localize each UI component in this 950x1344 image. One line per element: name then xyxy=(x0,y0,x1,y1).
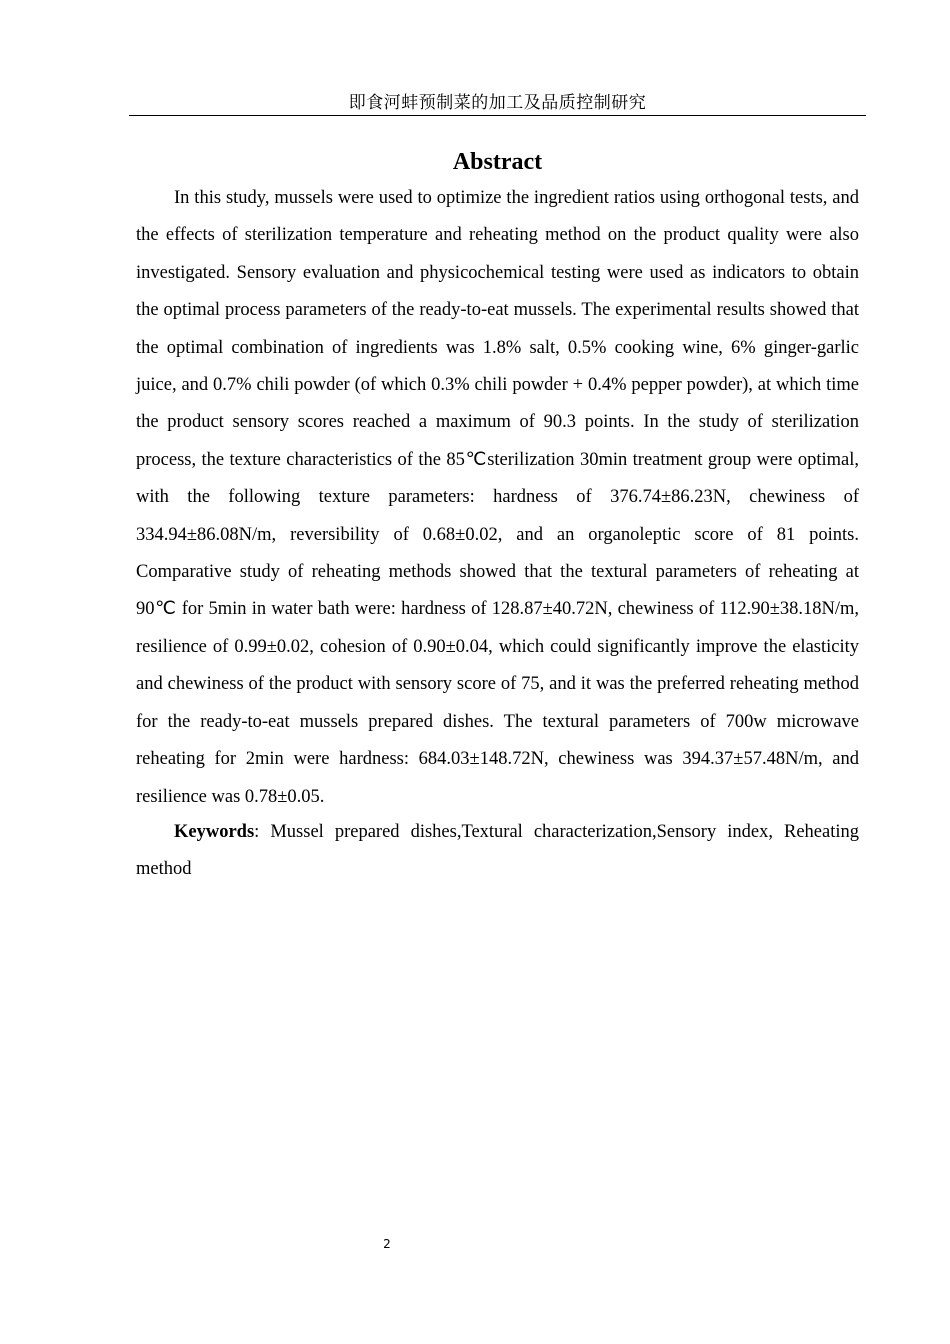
page-number: 2 xyxy=(383,1237,391,1251)
running-header-title: 即食河蚌预制菜的加工及品质控制研究 xyxy=(348,93,647,113)
abstract-body: In this study, mussels were used to optimize the ingredient ratios using orthogonal tests, and the effects of sterilization temperature and reheating method on the product quality were also investigated. Sensory evaluation and physicochemical testing were used as indicators to obtain the optimal process parameters of the ready-to-eat mussels. The experimental results showed that the optimal combination of ingredients was 1.8% salt, 0.5% cooking wine, 6% ginger-garlic juice, and 0.7% chili powder (of which 0.3% chili powder + 0.4% pepper powder), at which time the product sensory scores reached a maximum of 90.3 points. In the study of sterilization process, the texture characteristics of the 85℃sterilization 30min treatment group were optimal, with the following texture parameters: hardness of 376.74±86.23N, chewiness of 334.94±86.08N/m, reversibility of 0.68±0.02, and an organoleptic score of 81 points. Comparative study of reheating methods showed that the textural parameters of reheating at 90℃ for 5min in water bath were: hardness of 128.87±40.72N, chewiness of 112.90±38.18N/m, resilience of 0.99±0.02, cohesion of 0.90±0.04, which could significantly improve the elasticity and chewiness of the product with sensory score of 75, and it was the preferred reheating method for the ready-to-eat mussels prepared dishes. The textural parameters of 700w microwave reheating for 2min were hardness: 684.03±148.72N, chewiness was 394.37±57.48N/m, and resilience was 0.78±0.05. xyxy=(136,188,859,807)
keywords-paragraph xyxy=(136,814,859,889)
keywords-label: Keywords xyxy=(174,822,255,842)
header-rule xyxy=(129,115,866,116)
keywords-text: : Mussel prepared dishes,Textural characterization,Sensory index, Reheating method xyxy=(136,822,859,880)
abstract-title: Abstract xyxy=(452,149,543,175)
